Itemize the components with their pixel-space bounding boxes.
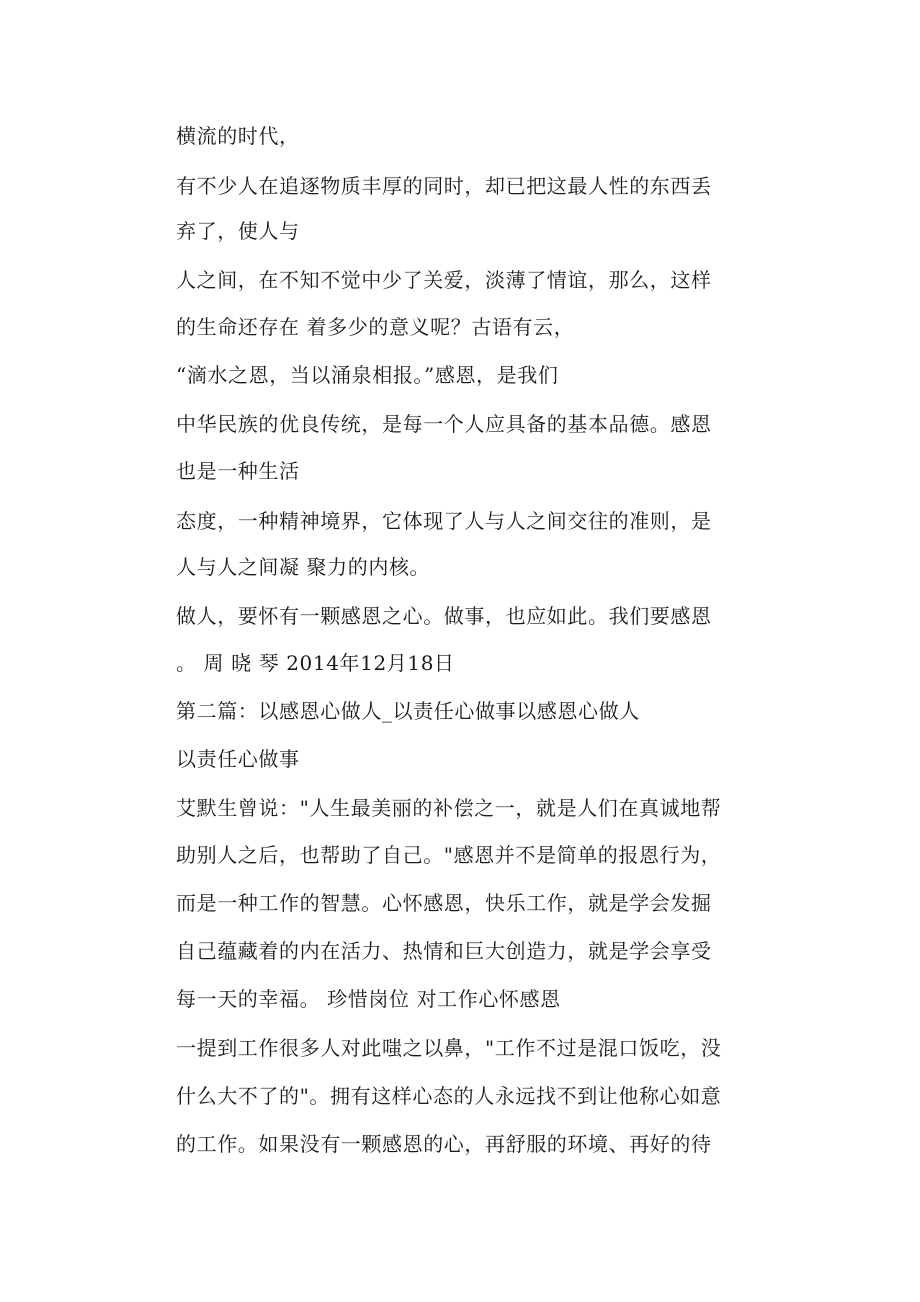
- text-line: 做人，要怀有一颗感恩之心。做事，也应如此。我们要感恩: [176, 604, 712, 628]
- section-heading: 第二篇：以感恩心做人_以责任心做事以感恩心做人: [176, 699, 640, 723]
- text-line: 的生命还存在 着多少的意义呢？古语有云，: [176, 315, 575, 339]
- text-line: 一提到工作很多人对此嗤之以鼻，"工作不过是混口饭吃，没: [176, 1036, 722, 1060]
- text-line: 助别人之后，也帮助了自己。"感恩并不是简单的报恩行为，: [176, 843, 722, 867]
- section-heading: 以责任心做事: [176, 747, 300, 771]
- text-line: 而是一种工作的智慧。心怀感恩，快乐工作，就是学会发掘: [176, 891, 712, 915]
- text-line: 横流的时代，: [176, 124, 300, 148]
- text-line: 。 周 晓 琴 2014年12月18日: [176, 651, 455, 675]
- text-line: 有不少人在追逐物质丰厚的同时，却已把这最人性的东西丢: [176, 174, 712, 198]
- text-line: 人与人之间凝 聚力的内核。: [176, 555, 431, 579]
- text-line: 自己蕴藏着的内在活力、热情和巨大创造力，就是学会享受: [176, 939, 712, 963]
- text-line: 也是一种生活: [176, 459, 300, 483]
- text-line: 的工作。如果没有一颗感恩的心，再舒服的环境、再好的待: [176, 1132, 712, 1156]
- text-line: “滴水之恩，当以涌泉相报。”感恩，是我们: [176, 363, 559, 387]
- text-line: 态度，一种精神境界，它体现了人与人之间交往的准则，是: [176, 509, 712, 533]
- text-line: 中华民族的优良传统，是每一个人应具备的基本品德。感恩: [176, 412, 712, 436]
- text-line: 人之间，在不知不觉中少了关爱，淡薄了情谊，那么，这样: [176, 268, 712, 292]
- text-line: 每一天的幸福。 珍惜岗位 对工作心怀感恩: [176, 987, 561, 1011]
- text-line: 弃了，使人与: [176, 219, 300, 243]
- text-line: 什么大不了的"。拥有这样心态的人永远找不到让他称心如意: [176, 1084, 722, 1108]
- text-line: 艾默生曾说："人生最美丽的补偿之一，就是人们在真诚地帮: [176, 796, 722, 820]
